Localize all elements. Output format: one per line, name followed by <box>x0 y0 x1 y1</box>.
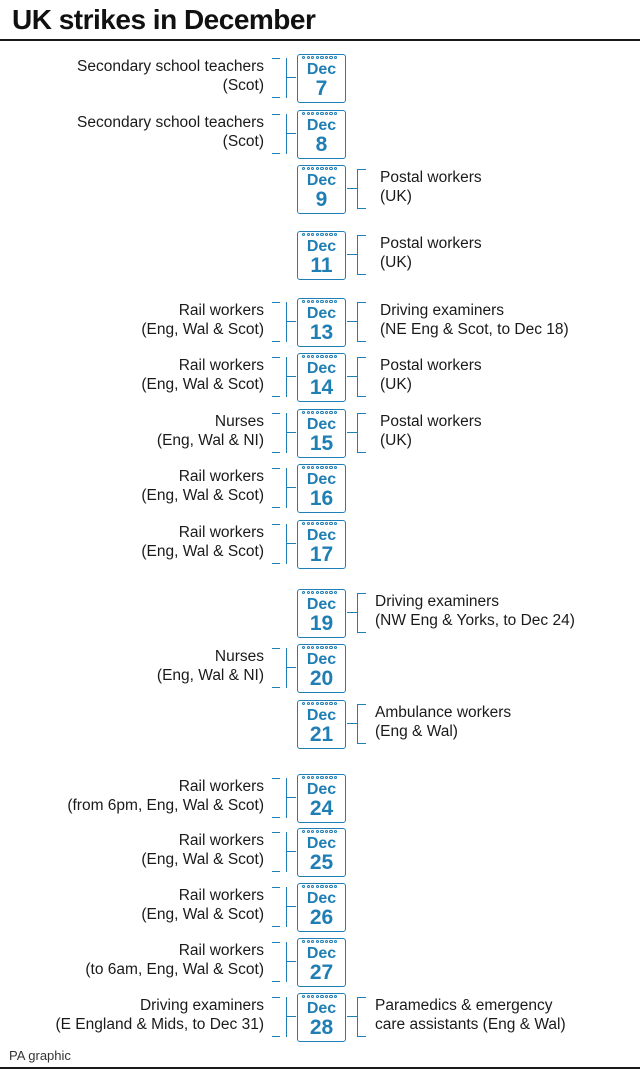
left-bracket <box>279 997 287 1037</box>
right-bracket <box>357 593 365 633</box>
credit-label: PA graphic <box>9 1048 71 1063</box>
strike-detail: (UK) <box>380 431 412 449</box>
left-strike-label <box>141 357 264 394</box>
calendar-icon <box>297 993 346 1042</box>
calendar-day: 11 <box>310 254 333 277</box>
calendar-day: 8 <box>315 133 328 156</box>
calendar-row <box>0 700 640 750</box>
calendar-rings-icon <box>302 885 337 888</box>
right-bracket <box>357 357 365 397</box>
left-strike-label <box>141 832 264 869</box>
strike-detail: (Eng, Wal & Scot) <box>141 850 264 868</box>
calendar-rings-icon <box>302 233 337 236</box>
left-bracket <box>279 413 287 453</box>
strike-detail: (from 6pm, Eng, Wal & Scot) <box>67 796 264 814</box>
calendar-icon <box>297 774 346 823</box>
strike-group: Postal workers <box>380 235 482 252</box>
strike-group: Nurses <box>214 648 264 665</box>
strike-group: Postal workers <box>380 357 482 374</box>
strike-group: Driving examiners <box>380 302 505 319</box>
calendar-month: Dec <box>306 117 337 134</box>
right-bracket <box>357 302 365 342</box>
calendar-rings-icon <box>302 112 337 115</box>
strike-group: Rail workers <box>178 357 264 374</box>
calendar-icon <box>297 54 346 103</box>
page-title: UK strikes in December <box>12 4 316 35</box>
strike-detail: (NE Eng & Scot, to Dec 18) <box>380 320 569 338</box>
strike-group: Ambulance workers <box>375 704 512 721</box>
right-bracket <box>357 704 365 744</box>
calendar-row <box>0 774 640 824</box>
calendar-day: 13 <box>309 321 334 344</box>
left-strike-label <box>157 648 264 685</box>
left-bracket <box>279 302 287 342</box>
left-strike-label <box>141 468 264 505</box>
left-strike-label <box>77 58 264 95</box>
calendar-month: Dec <box>306 781 337 798</box>
calendar-icon <box>297 353 346 402</box>
strike-group: Postal workers <box>380 413 482 430</box>
left-bracket <box>279 887 287 927</box>
right-strike-label <box>380 413 482 450</box>
calendar-month: Dec <box>306 890 337 907</box>
left-bracket <box>279 778 287 818</box>
right-bracket <box>357 997 365 1037</box>
strike-group: Rail workers <box>178 778 264 795</box>
right-strike-label <box>375 997 566 1034</box>
calendar-row <box>0 165 640 215</box>
strike-detail: (E England & Mids, to Dec 31) <box>55 1015 264 1033</box>
calendar-icon <box>297 110 346 159</box>
right-strike-label <box>380 169 482 206</box>
title-divider <box>0 39 640 41</box>
right-bracket <box>357 235 365 275</box>
left-strike-label <box>56 997 265 1034</box>
strike-group: Rail workers <box>178 468 264 485</box>
calendar-rings-icon <box>302 466 337 469</box>
left-bracket <box>279 524 287 564</box>
left-bracket <box>279 58 287 98</box>
calendar-icon <box>297 165 346 214</box>
strike-group: Rail workers <box>178 942 264 959</box>
strike-detail: (UK) <box>380 187 412 205</box>
calendar-row <box>0 938 640 988</box>
calendar-rings-icon <box>302 411 337 414</box>
left-bracket <box>279 114 287 154</box>
calendar-month: Dec <box>306 305 337 322</box>
calendar-icon <box>297 464 346 513</box>
calendar-rings-icon <box>302 300 337 303</box>
strike-detail: (Eng & Wal) <box>375 722 458 740</box>
calendar-day: 14 <box>309 376 334 399</box>
calendar-icon <box>297 589 346 638</box>
calendar-month: Dec <box>306 707 337 724</box>
calendar-month: Dec <box>306 61 337 78</box>
calendar-row <box>0 231 640 281</box>
calendar-row <box>0 520 640 570</box>
calendar-rings-icon <box>302 830 337 833</box>
calendar-rings-icon <box>302 355 337 358</box>
left-bracket <box>279 357 287 397</box>
calendar-rings-icon <box>302 646 337 649</box>
strike-group: Secondary school teachers <box>77 58 264 75</box>
calendar-row <box>0 883 640 933</box>
calendar-row <box>0 110 640 160</box>
calendar-row <box>0 589 640 639</box>
calendar-day: 26 <box>309 906 334 929</box>
calendar-day: 9 <box>315 188 328 211</box>
strike-group: Paramedics & emergency <box>375 997 553 1014</box>
calendar-month: Dec <box>306 471 337 488</box>
calendar-day: 7 <box>315 77 328 100</box>
calendar-icon <box>297 700 346 749</box>
calendar-rings-icon <box>302 776 337 779</box>
strike-group: Postal workers <box>380 169 482 186</box>
strike-group: Rail workers <box>178 887 264 904</box>
left-bracket <box>279 468 287 508</box>
calendar-month: Dec <box>306 651 337 668</box>
calendar-month: Dec <box>306 172 337 189</box>
calendar-month: Dec <box>306 527 337 544</box>
left-bracket <box>279 648 287 688</box>
strike-group: Secondary school teachers <box>77 114 264 131</box>
calendar-month: Dec <box>306 945 337 962</box>
right-strike-label <box>380 302 569 339</box>
calendar-icon <box>297 828 346 877</box>
calendar-row <box>0 409 640 459</box>
calendar-row <box>0 993 640 1043</box>
right-bracket <box>357 413 365 453</box>
calendar-day: 20 <box>309 667 334 690</box>
strike-detail: (Eng, Wal & Scot) <box>141 320 264 338</box>
right-bracket <box>357 169 365 209</box>
calendar-rings-icon <box>302 702 337 705</box>
right-strike-label <box>375 704 511 741</box>
strike-detail: (Scot) <box>222 76 264 94</box>
strike-detail: (Eng, Wal & NI) <box>156 666 264 684</box>
calendar-icon <box>297 938 346 987</box>
calendar-month: Dec <box>306 596 337 613</box>
calendar-icon <box>297 298 346 347</box>
strike-group: Rail workers <box>178 832 264 849</box>
calendar-day: 19 <box>309 612 334 635</box>
calendar-day: 15 <box>309 432 334 455</box>
calendar-row <box>0 828 640 878</box>
left-bracket <box>279 832 287 872</box>
strike-detail: (Eng, Wal & Scot) <box>141 905 264 923</box>
left-strike-label <box>85 942 264 979</box>
calendar-row <box>0 54 640 104</box>
calendar-month: Dec <box>306 835 337 852</box>
strike-detail: (UK) <box>380 375 412 393</box>
calendar-month: Dec <box>306 238 337 255</box>
strike-detail: (to 6am, Eng, Wal & Scot) <box>85 960 264 978</box>
calendar-row <box>0 353 640 403</box>
strike-detail: (UK) <box>380 253 412 271</box>
left-strike-label <box>77 114 264 151</box>
left-strike-label <box>141 887 264 924</box>
strike-detail: (Eng, Wal & NI) <box>156 431 264 449</box>
calendar-day: 25 <box>309 851 334 874</box>
calendar-rings-icon <box>302 56 337 59</box>
calendar-day: 16 <box>309 487 334 510</box>
calendar-icon <box>297 883 346 932</box>
calendar-day: 24 <box>309 797 334 820</box>
strike-group: Driving examiners <box>375 593 500 610</box>
calendar-day: 28 <box>309 1016 334 1039</box>
strike-detail: (Eng, Wal & Scot) <box>141 542 264 560</box>
left-bracket <box>279 942 287 982</box>
calendar-month: Dec <box>306 360 337 377</box>
strike-detail: (Eng, Wal & Scot) <box>141 375 264 393</box>
strike-detail: care assistants (Eng & Wal) <box>375 1015 566 1033</box>
calendar-icon <box>297 644 346 693</box>
calendar-day: 17 <box>309 543 334 566</box>
right-strike-label <box>375 593 575 630</box>
strike-detail: (NW Eng & Yorks, to Dec 24) <box>375 611 575 629</box>
calendar-row <box>0 644 640 694</box>
calendar-month: Dec <box>306 1000 337 1017</box>
calendar-rings-icon <box>302 167 337 170</box>
strike-detail: (Scot) <box>222 132 264 150</box>
strike-group: Rail workers <box>178 302 264 319</box>
strike-group: Nurses <box>214 413 264 430</box>
left-strike-label <box>141 524 264 561</box>
strike-group: Rail workers <box>178 524 264 541</box>
calendar-rings-icon <box>302 522 337 525</box>
calendar-rings-icon <box>302 995 337 998</box>
strike-detail: (Eng, Wal & Scot) <box>141 486 264 504</box>
strike-group: Driving examiners <box>139 997 264 1014</box>
calendar-icon <box>297 520 346 569</box>
calendar-month: Dec <box>306 416 337 433</box>
calendar-icon <box>297 409 346 458</box>
calendar-day: 21 <box>309 723 334 746</box>
calendar-rings-icon <box>302 591 337 594</box>
calendar-rings-icon <box>302 940 337 943</box>
left-strike-label <box>157 413 264 450</box>
calendar-icon <box>297 231 346 280</box>
calendar-day: 27 <box>309 961 334 984</box>
calendar-row <box>0 464 640 514</box>
left-strike-label <box>141 302 264 339</box>
calendar-row <box>0 298 640 348</box>
footer-divider <box>0 1067 640 1069</box>
left-strike-label <box>67 778 264 815</box>
right-strike-label <box>380 235 482 272</box>
right-strike-label <box>380 357 482 394</box>
